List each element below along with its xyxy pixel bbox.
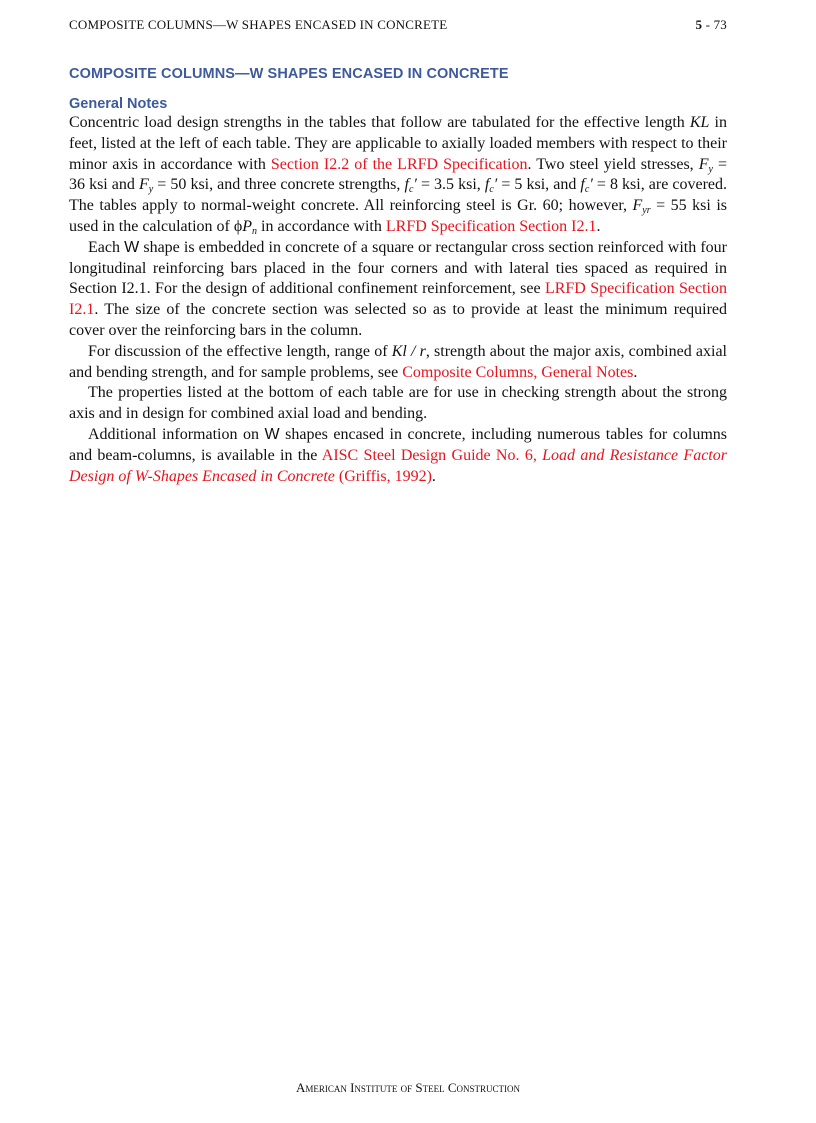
phi-pn-symbol: $\phi P_n$ [233, 217, 258, 237]
fy-symbol: $F_y$ [138, 176, 154, 196]
page-separator: - [702, 17, 714, 32]
klr-symbol: Kl / r [391, 342, 426, 360]
link-section-i2-2[interactable]: Section I2.2 of the LRFD Specification [270, 155, 528, 173]
paragraph-4: The properties listed at the bottom of each table are for use in checking strength about the strong axis and in design for combined axial load and bending. [69, 384, 727, 423]
page-content [69, 66, 727, 487]
page-number [695, 17, 727, 33]
chapter-number: 5 [695, 17, 703, 32]
w-shape-symbol: W [264, 425, 280, 443]
paragraph-1: Concentric load design strengths in the tables that follow are tabulated for the effective length KL in feet, listed at the left of each table. They are applicable to axially loaded members with respect to their minor axis in accordance with Section I2.2 of the LRFD Specification. Two steel yield stresses, $F_y = 36$ ksi and $F_y = 50$ ksi, and three concrete strengths, $f_c' = 3.5$ ksi, $f_c' = 5$ ksi, and $f_c' = 8$ ksi, are covered. The tables apply to normal-weight concrete. All reinforcing steel is Gr. 60; however, $F_{yr} = 55$ ksi is used in the calculation of $\phi P_n$ in accordance with LRFD Specification Section I2.1. [69, 114, 728, 237]
link-lrfd-spec-i2-1[interactable]: LRFD Specification Section I2.1 [385, 217, 597, 235]
fc-prime-symbol: $f_c'$ [484, 176, 498, 196]
page-footer: American Institute of Steel Construction [295, 1080, 521, 1095]
w-shape-symbol: W [124, 238, 140, 256]
link-composite-columns-general-notes[interactable]: Composite Columns, General Notes [402, 363, 634, 381]
running-title: COMPOSITE COLUMNS—W SHAPES ENCASED IN CONCRETE [69, 17, 448, 32]
running-header [69, 17, 727, 33]
paragraph-2: Each W shape is embedded in concrete of a square or rectangular cross section reinforced with four longitudinal reinforcing bars placed in the four corners and with lateral ties spaced as required in Section I2.1. For the design of additional confinement reinforcement, see LRFD Specification Section I2.1. The size of the concrete section was selected so as to provide at least the minimum required cover over the reinforcing bars in the column. [69, 238, 728, 339]
link-lrfd-spec-i2-1[interactable]: LRFD Specification Section I2.1 [69, 280, 727, 319]
fc-prime-symbol: $f_c'$ [580, 176, 593, 196]
link-aisc-design-guide-6[interactable]: AISC Steel Design Guide No. 6, Load and Resistance Factor Design of W-Shapes Encased in Concrete (Griffis, 1992) [69, 446, 727, 485]
fyr-symbol: $F_{yr}$ [632, 197, 651, 217]
section-title: COMPOSITE COLUMNS—W SHAPES ENCASED IN CONCRETE [69, 66, 509, 82]
paragraph-5: Additional information on W shapes encased in concrete, including numerous tables for columns and beam-columns, is available in the AISC Steel Design Guide No. 6, Load and Resistance Factor Design of W-Shapes Encased in Concrete (Griffis, 1992). [69, 425, 727, 485]
paragraph-3: For discussion of the effective length, range of Kl / r, strength about the major axis, combined axial and bending strength, and for sample problems, see Composite Columns, General Notes. [69, 342, 727, 381]
fy-symbol: $F_y$ [698, 155, 713, 175]
page-number-value: 73 [713, 17, 727, 32]
kl-symbol: KL [689, 114, 710, 131]
fc-prime-symbol: $f_c'$ [404, 176, 417, 196]
subheading-general-notes: General Notes [69, 96, 168, 112]
